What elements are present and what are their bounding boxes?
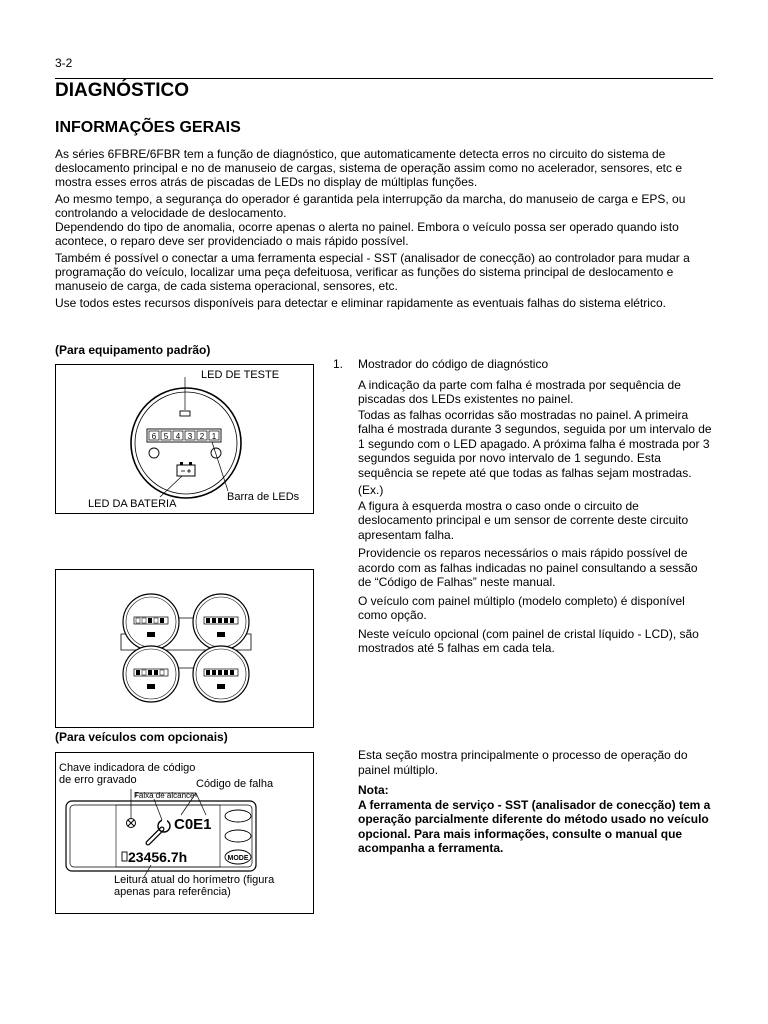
fault-code-value: C0E1: [174, 816, 212, 833]
figure3-caption: (Para veículos com opcionais): [55, 730, 228, 744]
led-number: 2: [199, 432, 205, 441]
description-paragraph: A indicação da parte com falha é mostrada por sequência de piscadas dos LEDs existentes no painel.: [358, 377, 681, 406]
led-number: 3: [187, 432, 193, 441]
battery-led-label: LED DA BATERIA: [88, 498, 177, 510]
description-paragraph: Todas as falhas ocorridas são mostradas no painel. A primeira falha é mostrada durante 3 segundos, seguida por um intervalo de 1 segundo com o LED apagado. A próxima falha é mostrada por 3 segundos seguida por novo intervalo de 1 segundo. Esta sequência se repete até que todas as falhas sejam mostradas.: [358, 407, 712, 480]
note-title: Nota:: [358, 783, 389, 797]
wrench-icon: [148, 817, 170, 843]
intro-paragraph: Dependendo do tipo de anomalia, ocorre apenas o alerta no painel. Embora o veículo possa ser operado quando isto acontece, o reparo deve ser providenciado o mais rápido possível.: [55, 220, 679, 248]
led-sequence-drawing: [56, 570, 313, 727]
description-paragraph: Esta seção mostra principalmente o processo de operação do painel múltiplo.: [358, 748, 688, 777]
led-bar-icon: [147, 429, 221, 442]
led-number: 1: [211, 432, 217, 441]
led-number: 5: [163, 432, 169, 441]
figure1-caption: (Para equipamento padrão): [55, 343, 211, 357]
description-paragraph: Providencie os reparos necessários o mais rápido possível de acordo com as falhas indicadas no painel consultando a sessão de “Código de Falhas” neste manual.: [358, 546, 698, 589]
mode-button-label: MODE: [227, 855, 249, 862]
intro-paragraph: Ao mesmo tempo, a segurança do operador é garantida pela interrupção da marcha, do manuseio de carga e EPS, ou controlando a velocidade de deslocamento.: [55, 192, 686, 220]
led-sequence-figure: [55, 569, 314, 728]
intro-paragraph: As séries 6FBRE/6FBR tem a função de diagnóstico, que automaticamente detecta erros no circuito do sistema de deslocamento principal e no de manuseio de cargas, sistema de operação assim como no acelerador, sensores, etc e mostra esses erros atrás de piscadas de LEDs no display de múltiplas funções.: [55, 147, 683, 189]
header-rule: [55, 78, 713, 79]
error-key-icon: [127, 819, 136, 828]
fault-code-label: Código de falha: [196, 778, 274, 790]
mini-panel-icon: [193, 594, 249, 650]
test-led-label: LED DE TESTE: [201, 369, 280, 381]
description-paragraph: A figura à esquerda mostra o caso onde o circuito de deslocamento principal e um sensor de corrente deste circuito apresentam falha.: [358, 498, 689, 542]
description-paragraph: O veículo com painel múltiplo (modelo completo) é disponível como opção.: [358, 593, 685, 622]
list-item-title: Mostrador do código de diagnóstico: [358, 357, 549, 371]
page-number: 3-2: [55, 56, 73, 70]
operation-section-text: [358, 748, 714, 857]
description-paragraph: (Ex.): [358, 483, 384, 497]
section-title: INFORMAÇÕES GERAIS: [55, 119, 241, 136]
led-number: 6: [151, 432, 157, 441]
hourmeter-icon: [122, 852, 127, 861]
description-paragraph: Neste veículo opcional (com painel de cristal líquido - LCD), são mostrados até 5 falhas em cada tela.: [358, 626, 699, 655]
intro-text: [55, 147, 715, 313]
hourmeter-label: Leitura atual do horímetro (figura apenas para referência): [114, 874, 275, 898]
mini-panel-icon: [123, 646, 179, 702]
intro-paragraph: Também é possível o conectar a uma ferramenta especial - SST (analisador de conecção) ao controlador para mudar a programação do veículo, localizar uma peça defeituosa, verificar as funções do sistema principal de deslocamento e manuseio de carga, de cada sistema operacional, sensores, etc.: [55, 251, 690, 293]
battery-led-icon: [177, 462, 195, 476]
note-text: A ferramenta de serviço - SST (analisador de conecção) tem a operação parcialmente diferente do método usado no veículo opcional. Para mais informações, consulte o manual que acompanha a ferramenta.: [358, 797, 711, 855]
list-item-number: 1.: [333, 357, 344, 371]
led-number: 4: [175, 432, 181, 441]
intro-paragraph: Use todos estes recursos disponíveis para detectar e eliminar rapidamente as eventuais falhas do sistema elétrico.: [55, 296, 666, 310]
led-bar-label: Barra de LEDs: [227, 491, 300, 503]
diagnostic-display-description: [358, 357, 714, 657]
error-key-label: Chave indicadora de código de erro gravado: [59, 762, 196, 786]
test-led-icon: [180, 411, 190, 416]
standard-panel-figure: [55, 364, 314, 514]
mini-panel-icon: [123, 594, 179, 650]
range-band-label: Faixa de alcance: [134, 791, 195, 800]
mini-panel-icon: [193, 646, 249, 702]
page-title: DIAGNÓSTICO: [55, 80, 190, 101]
hour-value: 23456.7h: [128, 849, 188, 865]
lcd-panel-figure: [55, 752, 314, 914]
